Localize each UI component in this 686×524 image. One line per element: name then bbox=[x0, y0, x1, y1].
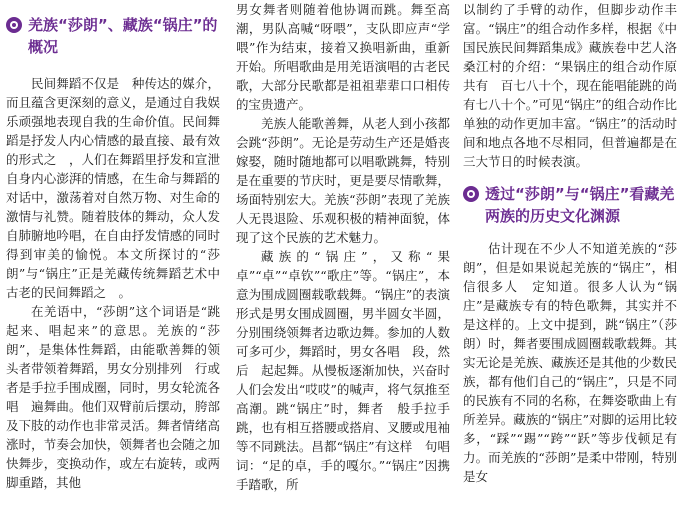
column-3 bbox=[463, 0, 677, 524]
paragraph: 男女舞者则随着他协调而跳。舞至高潮，男队高喊“呀喂”，支队即应声“学喂”作为结束，接着又换唱新曲，重新开始。所唱歌曲是用羌语演唱的古老民歌，大部分民歌都是祖祖辈辈口口相传的宝贵遗产。 bbox=[236, 2, 450, 112]
purple-circle-bullet-icon bbox=[463, 186, 479, 202]
column-1 bbox=[6, 0, 220, 524]
section-heading-text: 羌族“莎朗”、藏族“锅庄”的概况 bbox=[28, 16, 218, 56]
paragraph: 以制约了手臂的动作，但脚步动作丰富。“锅庄”的组合动作多样，根据《中国民族民间舞蹈集成》藏族卷中艺人洛桑江村的介绍：“果锅庄的组合动作原共有 百七八十个，现在能唱能跳的尚有七八十个。”可见“锅庄”的组合动作比单独的动作更加丰富。“锅庄”的活动时间和地点各地不尽相同，但普遍都是在三大节日的时候表演。 bbox=[463, 2, 677, 169]
paragraph: 民间舞蹈不仅是 种传达的媒介，而且蕴含更深刻的意义，是通过自我娱乐顽强地表现自我的生命价值。民间舞蹈是抒发人内心情感的最直接、最有效的形式之 ，人们在舞蹈里抒发和宣泄自身内心澎湃的情感，在生命与舞蹈的对话中，激荡着对自然万物、对生命的激情与礼赞。随着肢体的舞动，众人发自肺腑地吟唱，在自由抒发情感的同时得到审美的愉悦。本文所探讨的“莎朗”与“锅庄”正是羌藏传统舞蹈艺术中古老的民间舞蹈之 。 bbox=[6, 76, 220, 300]
section-heading-history bbox=[463, 183, 677, 227]
purple-circle-bullet-icon bbox=[6, 17, 22, 33]
column-2 bbox=[236, 0, 450, 524]
paragraph: 估计现在不少人不知道羌族的“莎朗”，但是如果说起羌族的“锅庄”，相信很多人 定知道。很多人认为“锅庄”是藏族专有的特色歌舞，其实并不是这样的。上文中提到，跳“锅庄”（莎朗）时，舞者要围成圆圈载歌载舞。其实无论是羌族、藏族还是其他的少数民族，都有他们自己的“锅庄”，只是不同的民族有不同的名称，在舞姿歌曲上有所差异。藏族的“锅庄”对脚的运用比较多，“踩”“踢”“跨”“跃”等步伐顿足有力。而羌族的“莎朗”是柔中带刚，特别是女 bbox=[463, 241, 677, 484]
section-heading-overview bbox=[6, 14, 220, 58]
paragraph: 在羌语中，“莎朗”这个词语是“跳起来、唱起来”的意思。羌族的“莎朗”，是集体性舞蹈，由能歌善舞的领头者带领着舞蹈，男女分别排列 行或者是手拉手围成圈，同时，男女轮流各唱 遍舞曲。他们双臂前后摆动，胯部及下肢的动作也非常灵活。舞者情绪高涨时，节奏会加快，领舞者也会随之加快舞步，变换动作，或左右旋转，或两脚重踏，其他 bbox=[6, 304, 220, 490]
paragraph: 羌族人能歌善舞，从老人到小孩都会跳“莎朗”。无论是劳动生产还是婚丧嫁娶，随时随地都可以唱歌跳舞，特别是在重要的节庆时，更是要尽情歌舞，场面特别宏大。羌族“莎朗”表现了羌族人无畏退险、乐观积极的精神面貌，体现了这个民族的艺术魅力。 bbox=[236, 116, 450, 245]
paragraph: 藏族的“锅庄”，又称“果卓”“卓”“卓钦”“歌庄”等。“锅庄”，本意为围成圆圈载歌载舞。“锅庄”的表演形式是男女围成圆圈，男半圆女半圆，分别围绕领舞者边歌边舞。参加的人数可多可少，舞蹈时，男女各唱 段，然后 起起舞。从慢板逐渐加快，兴奋时人们会发出“哎哎”的喊声，将气氛推至高潮。跳“锅庄”时，舞者 般手拉手跳，也有相互搭腰或搭肩、叉腰或甩袖等不同跳法。昌都“锅庄”有这样 句唱词：“足的卓，手的嘎尔。”“锅庄”因携手踏歌，所 bbox=[236, 249, 450, 492]
section-heading-text: 透过“莎朗”与“锅庄”看藏羌两族的历史文化渊源 bbox=[485, 185, 675, 225]
